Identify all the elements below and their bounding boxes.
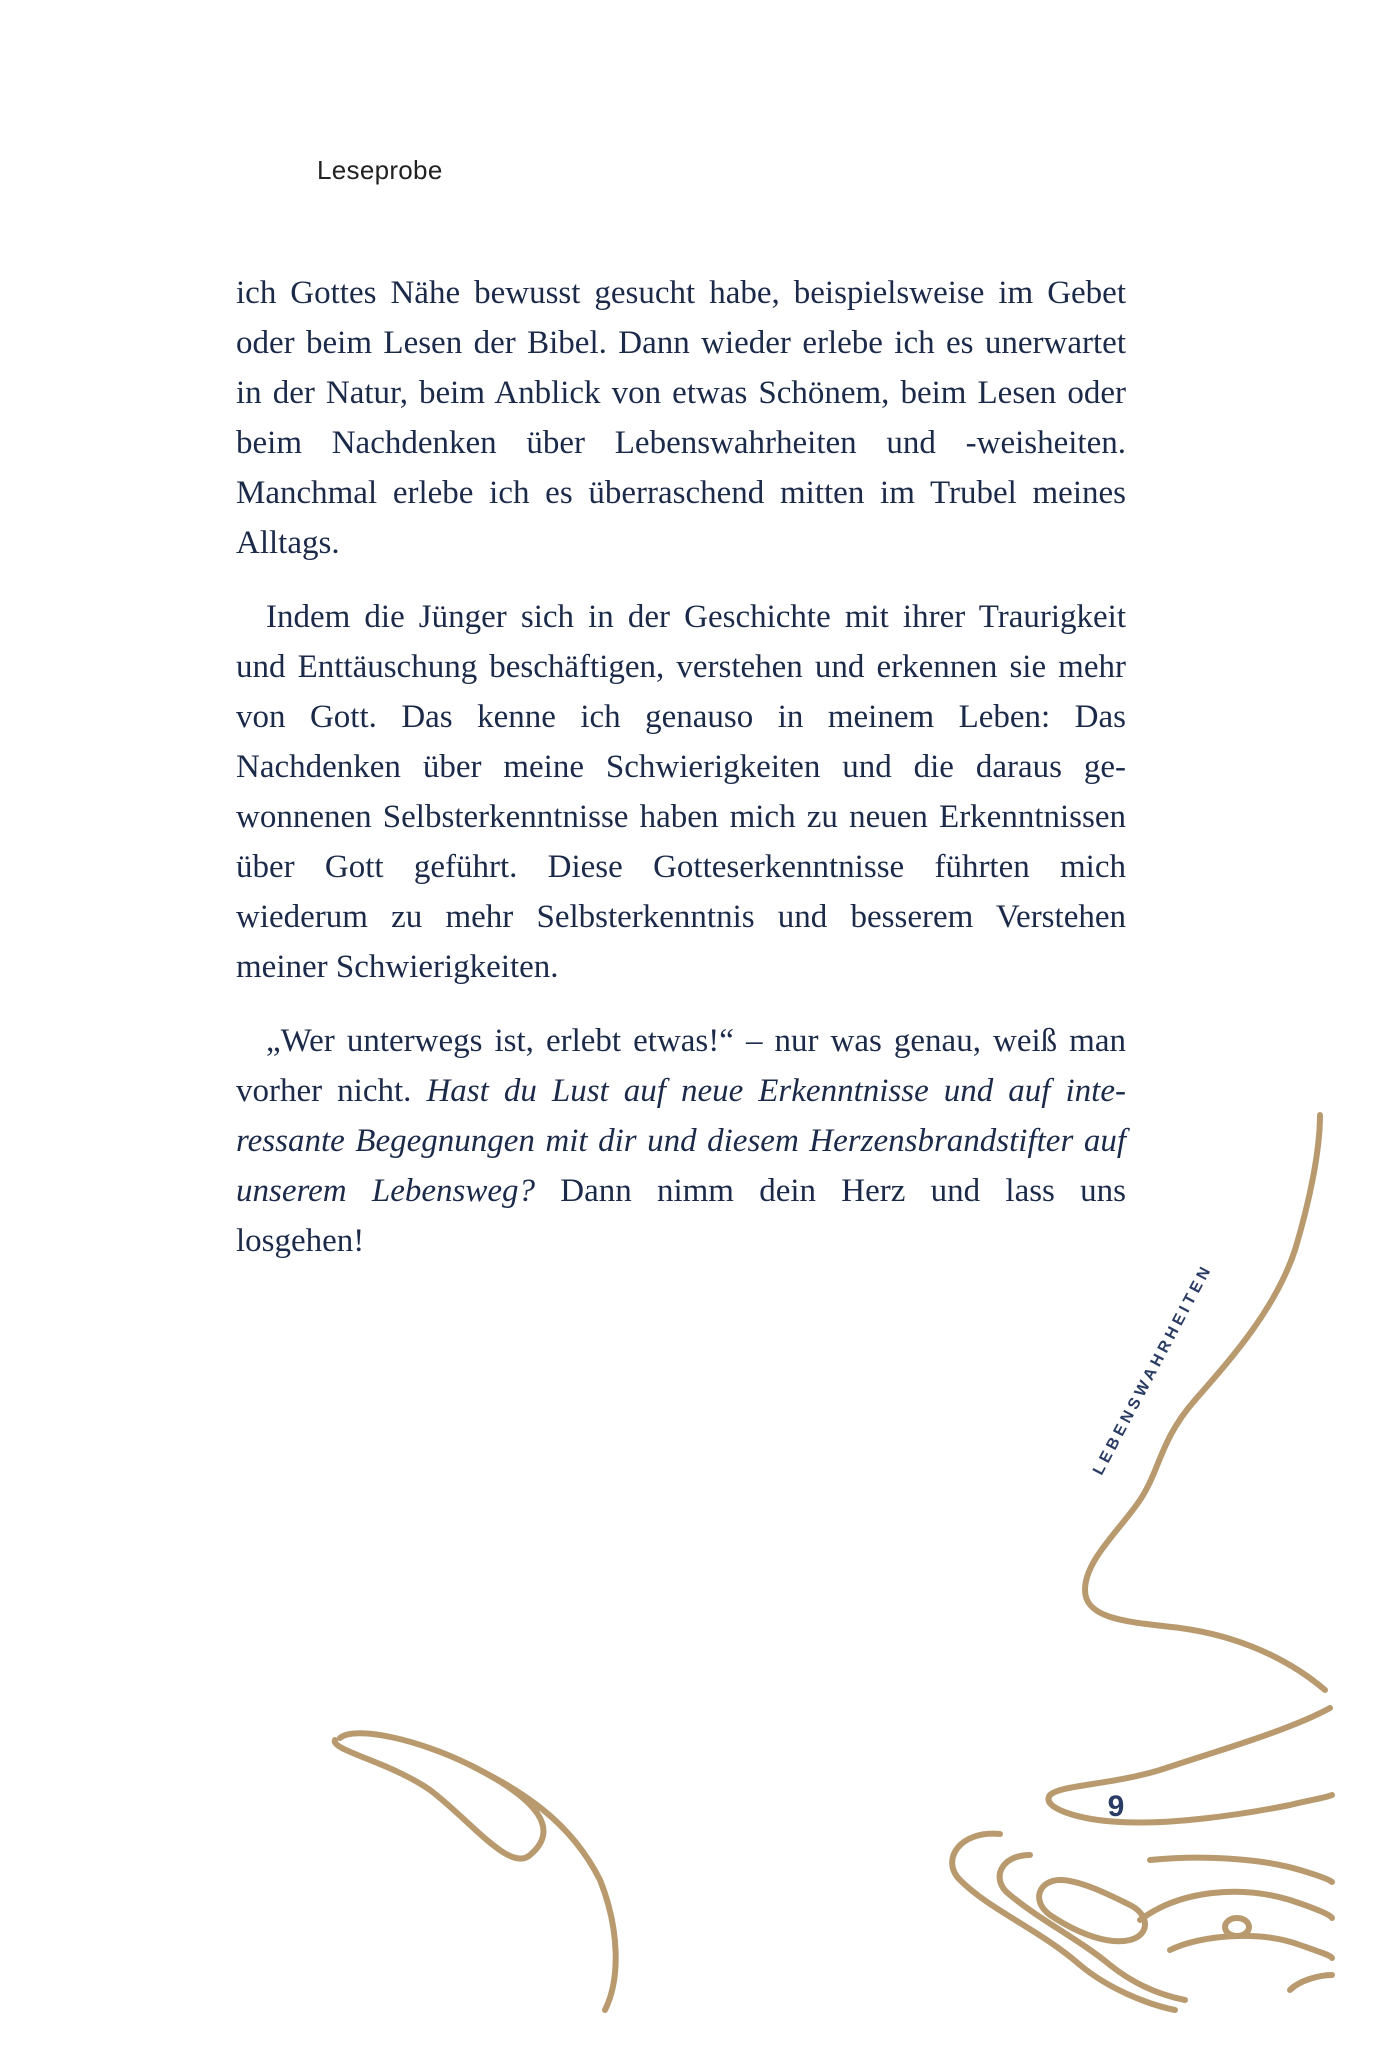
winding-path-right (1048, 1708, 1332, 1823)
path-label-lebenswahrheiten: LEBENSWAHRHEITEN (1090, 1261, 1217, 1478)
winding-path-lower (335, 1733, 544, 1858)
contour-4 (1150, 1858, 1332, 1882)
contour-3 (1039, 1880, 1145, 1941)
contour-center (1225, 1918, 1249, 1936)
contour-7 (1290, 1975, 1332, 1990)
paragraph-text: ich Gottes Nähe bewusst gesucht habe, beispielsweise im Gebet oder beim Lesen der Bibel. Dann wieder erlebe ich es unerwartet in der Natur, beim Anblick von etwas Schönem, beim Lesen oder beim Nachdenken über Lebenswahrheiten und -weisheiten. Manchmal erlebe ich es überraschend mitten im Trubel meines Alltags. (236, 275, 1126, 561)
path-lines (335, 1115, 1332, 2010)
contour-6 (1170, 1936, 1332, 1958)
winding-path-lower-tail (470, 1765, 616, 2010)
paragraph-text: Indem die Jünger sich in der Geschichte mit ihrer Traurigkeit und Enttäuschung beschäftigen, verstehen und erkennen sie mehr von Gott. Das kenne ich genauso in meinem Leben: Das Nachdenken über meine Schwierigkeiten und die daraus gewonnenen Selbsterkenntnisse haben mich zu neuen Erkenntnissen über Gott geführt. Diese Gotteserkenntnisse führten mich wiederum zu mehr Selbsterkenntnis und besserem Verstehen meiner Schwierigkeiten. (236, 599, 1126, 985)
page-number: 9 (1107, 1790, 1125, 1823)
paragraph-italic-text: Hast du Lust auf neue Erkenntnisse und auf interessante Begegnungen mit dir und diesem Herzensbrandstifter auf unserem Lebensweg? (236, 1073, 1126, 1209)
paragraph-text: Dann nimm dein Herz und lass uns losgehen! (236, 1173, 1126, 1259)
paragraph-text: „Wer unterwegs ist, erlebt etwas!“ – nur was genau, weiß man vorher nicht. (236, 1023, 1126, 1109)
winding-path-upper (1085, 1115, 1325, 1690)
page-header-label: Leseprobe (317, 155, 443, 185)
